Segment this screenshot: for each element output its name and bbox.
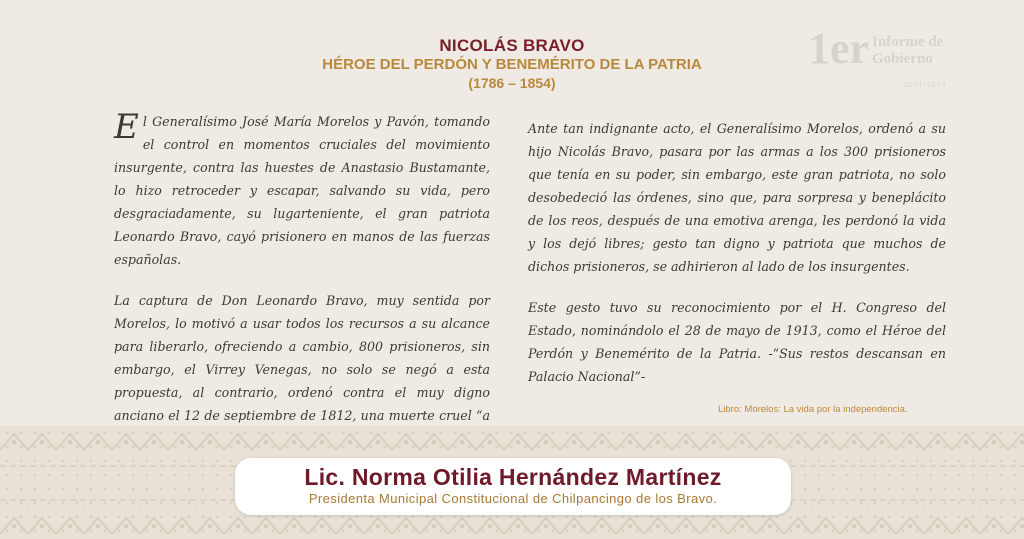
report-logo xyxy=(800,26,960,96)
name-card xyxy=(235,458,791,515)
page-title: NICOLÁS BRAVO xyxy=(439,36,585,55)
left-paragraph-1-text: l Generalísimo José María Morelos y Pavón, tomando el control en momentos cruciales del movimiento insurgente, contra las huestes de Anastasio Bustamante, lo hizo retroceder y escapar, salvando su vida, pero desgraciadamente, su lugarteniente, el gran patriota Leonardo Bravo, cayó prisionero en manos de las fuerzas españolas. xyxy=(114,114,490,267)
official-name: Lic. Norma Otilia Hernández Martínez xyxy=(304,464,722,490)
right-paragraph-1: Ante tan indignante acto, el Generalísimo Morelos, ordenó a su hijo Nicolás Bravo, pasara por las armas a los 300 prisioneros que tenía en su poder, sin embargo, este gran patriota, no solo desobedeció las órdenes, sino que, para sorpresa y beneplácito de los reos, después de una emotiva arenga, les perdonó la vida y los dejó libres; gesto tan digno y patriota que muchos de dichos prisioneros, se adhirieron al lado de los insurgentes. xyxy=(528,121,946,274)
life-dates: (1786 – 1854) xyxy=(468,75,556,91)
right-column xyxy=(528,117,946,406)
source-citation: Libro: Morelos: La vida por la independencia. xyxy=(718,404,908,415)
right-paragraph-2: Este gesto tuvo su reconocimiento por el H. Congreso del Estado, nominándolo el 28 de mayo de 1913, como el Héroe del Perdón y Benemérito de la Patria. -“Sus restos descansan en Palacio Nacional”- xyxy=(528,300,946,384)
left-paragraph-2: La captura de Don Leonardo Bravo, muy sentida por Morelos, lo motivó a usar todos los recursos a su alcance para liberarlo, ofreciendo a cambio, 800 prisioneros, sin embargo, el Virrey Venegas, no solo se negó a esta propuesta, al contrario, ordenó contra el muy digno anciano el 12 de septiembre de 1812, una muerte cruel “a xyxy=(114,293,490,423)
official-title: Presidenta Municipal Constitucional de Chilpancingo de los Bravo. xyxy=(308,491,718,506)
report-logo-text: Informe de Gobierno xyxy=(872,34,944,67)
page-subtitle: HÉROE DEL PERDÓN Y BENEMÉRITO DE LA PATRIA xyxy=(322,56,702,73)
left-paragraph-1 xyxy=(114,107,490,271)
report-logo-years: 2021-2024 xyxy=(904,82,947,89)
drop-cap: E xyxy=(114,107,139,147)
report-logo-number: 1er xyxy=(808,24,870,73)
